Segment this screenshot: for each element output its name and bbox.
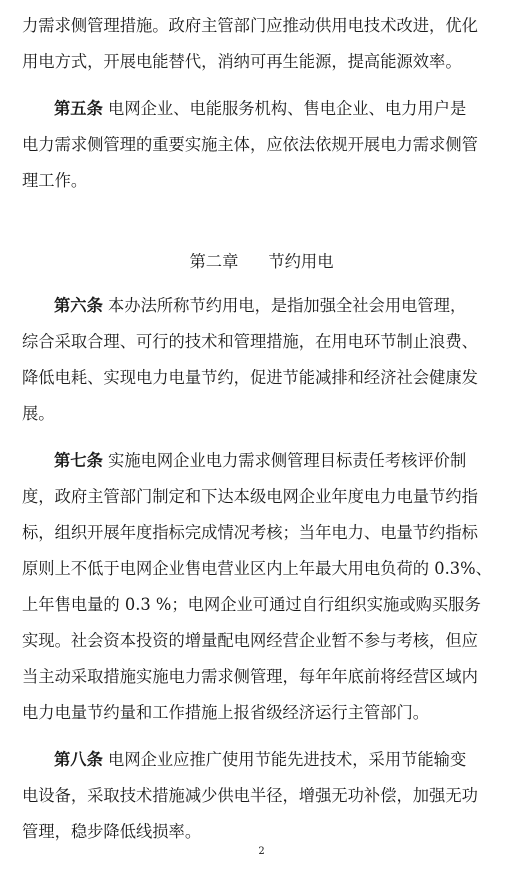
paragraph-line: 电设备，采取技术措施减少供电半径，增强无功补偿，加强无功 xyxy=(22,786,478,805)
paragraph-line: 实现。社会资本投资的增量配电网经营企业暂不参与考核，但应 xyxy=(22,631,478,650)
chapter-title: 节约用电 xyxy=(268,252,334,271)
paragraph-line: 标，组织开展年度指标完成情况考核；当年电力、电量节约指标 xyxy=(22,523,478,542)
paragraph-line: 理工作。 xyxy=(22,171,88,190)
article-label: 第七条 xyxy=(54,451,103,470)
paragraph-line: 电力电量节约量和工作措施上报省级经济运行主管部门。 xyxy=(22,703,430,722)
paragraph-line: 电力需求侧管理的重要实施主体，应依法依规开展电力需求侧管 xyxy=(22,135,478,154)
article-text: 实施电网企业电力需求侧管理目标责任考核评价制 xyxy=(108,451,467,470)
paragraph-line: 度，政府主管部门制定和下达本级电网企业年度电力电量节约指 xyxy=(22,487,478,506)
paragraph-line: 当主动采取措施实施电力需求侧管理，每年年底前将经营区域内 xyxy=(22,667,478,686)
paragraph-line: 原则上不低于电网企业售电营业区内上年最大用电负荷的 0.3%、 xyxy=(22,559,492,578)
article-7-first-line xyxy=(54,450,502,472)
article-text: 电网企业应推广使用节能先进技术，采用节能输变 xyxy=(108,750,467,769)
paragraph-line: 管理，稳步降低线损率。 xyxy=(22,822,202,841)
paragraph-line: 上年售电量的 0.3 %；电网企业可通过自行组织实施或购买服务 xyxy=(22,595,481,614)
page-number: 2 xyxy=(258,846,265,857)
article-6-first-line xyxy=(54,295,502,317)
paragraph-line: 力需求侧管理措施。政府主管部门应推动供用电技术改进，优化 xyxy=(22,16,478,35)
paragraph-line: 综合采取合理、可行的技术和管理措施，在用电环节制止浪费、 xyxy=(22,332,478,351)
article-label: 第六条 xyxy=(54,296,103,315)
paragraph-line: 降低电耗、实现电力电量节约，促进节能减排和经济社会健康发 xyxy=(22,368,478,387)
article-text: 电网企业、电能服务机构、售电企业、电力用户是 xyxy=(108,99,467,118)
chapter-heading xyxy=(0,251,523,273)
paragraph-line: 展。 xyxy=(22,404,55,423)
paragraph-line: 用电方式，开展电能替代，消纳可再生能源，提高能源效率。 xyxy=(22,52,462,71)
article-label: 第八条 xyxy=(54,750,103,769)
article-8-first-line xyxy=(54,749,502,771)
article-label: 第五条 xyxy=(54,99,103,118)
article-text: 本办法所称节约用电，是指加强全社会用电管理， xyxy=(108,296,467,315)
chapter-number: 第二章 xyxy=(189,252,239,271)
article-5-first-line xyxy=(54,98,502,120)
